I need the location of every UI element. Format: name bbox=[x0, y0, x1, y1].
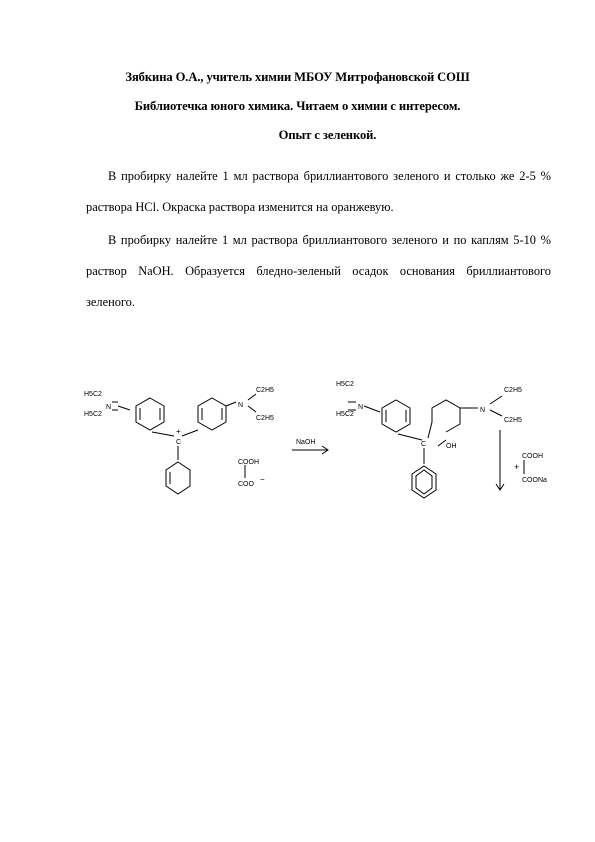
central-carbon-left: C bbox=[176, 439, 182, 446]
hydroxyl-group: OH bbox=[446, 443, 457, 450]
charge-plus: + bbox=[176, 427, 181, 436]
nitrogen-right-mol-left: N bbox=[358, 404, 364, 411]
group-h5c2-top-right: H5C2 bbox=[336, 381, 354, 388]
plus-sign: + bbox=[514, 462, 520, 472]
nitrogen-right: N bbox=[238, 402, 244, 409]
ethyl-top-left-mol: C2H5 bbox=[256, 387, 274, 394]
charge-minus: − bbox=[260, 475, 265, 484]
group-h5c2-bottom-left: H5C2 bbox=[84, 411, 102, 418]
coona-right: COONa bbox=[522, 477, 547, 484]
ethyl-bottom-left-mol: C2H5 bbox=[256, 415, 274, 422]
nitrogen-right-mol-right: N bbox=[480, 407, 486, 414]
nitrogen-left: N bbox=[106, 404, 112, 411]
ethyl-bottom-right-mol: C2H5 bbox=[504, 417, 522, 424]
series-line: Библиотечка юного химика. Читаем о химии с интересом. bbox=[134, 99, 461, 113]
coo-left: COO bbox=[238, 481, 254, 488]
paragraph-naoh: В пробирку налейте 1 мл раствора бриллиантового зеленого и по каплям 5-10 % раствор NaOH. Образуется бледно-зеленый осадок основания бриллиантового зеленого. bbox=[86, 233, 551, 309]
paragraph-hcl: В пробирку налейте 1 мл раствора бриллиантового зеленого и столько же 2-5 % раствора HCl. Окраска раствора изменится на оранжевую. bbox=[86, 169, 551, 214]
page-title: Опыт с зеленкой. bbox=[278, 128, 377, 142]
group-h5c2-top-left: H5C2 bbox=[84, 391, 102, 398]
reaction-scheme bbox=[60, 360, 560, 520]
quinoid-ring bbox=[432, 400, 460, 432]
cooh-left: COOH bbox=[238, 459, 259, 466]
central-carbon-right: C bbox=[421, 441, 427, 448]
group-h5c2-bottom-right: H5C2 bbox=[336, 411, 354, 418]
reagent-label: NaOH bbox=[296, 439, 316, 446]
ethyl-top-right-mol: C2H5 bbox=[504, 387, 522, 394]
cooh-right: COOH bbox=[522, 453, 543, 460]
author-line: Зябкина О.А., учитель химии МБОУ Митрофановской СОШ bbox=[125, 70, 470, 84]
